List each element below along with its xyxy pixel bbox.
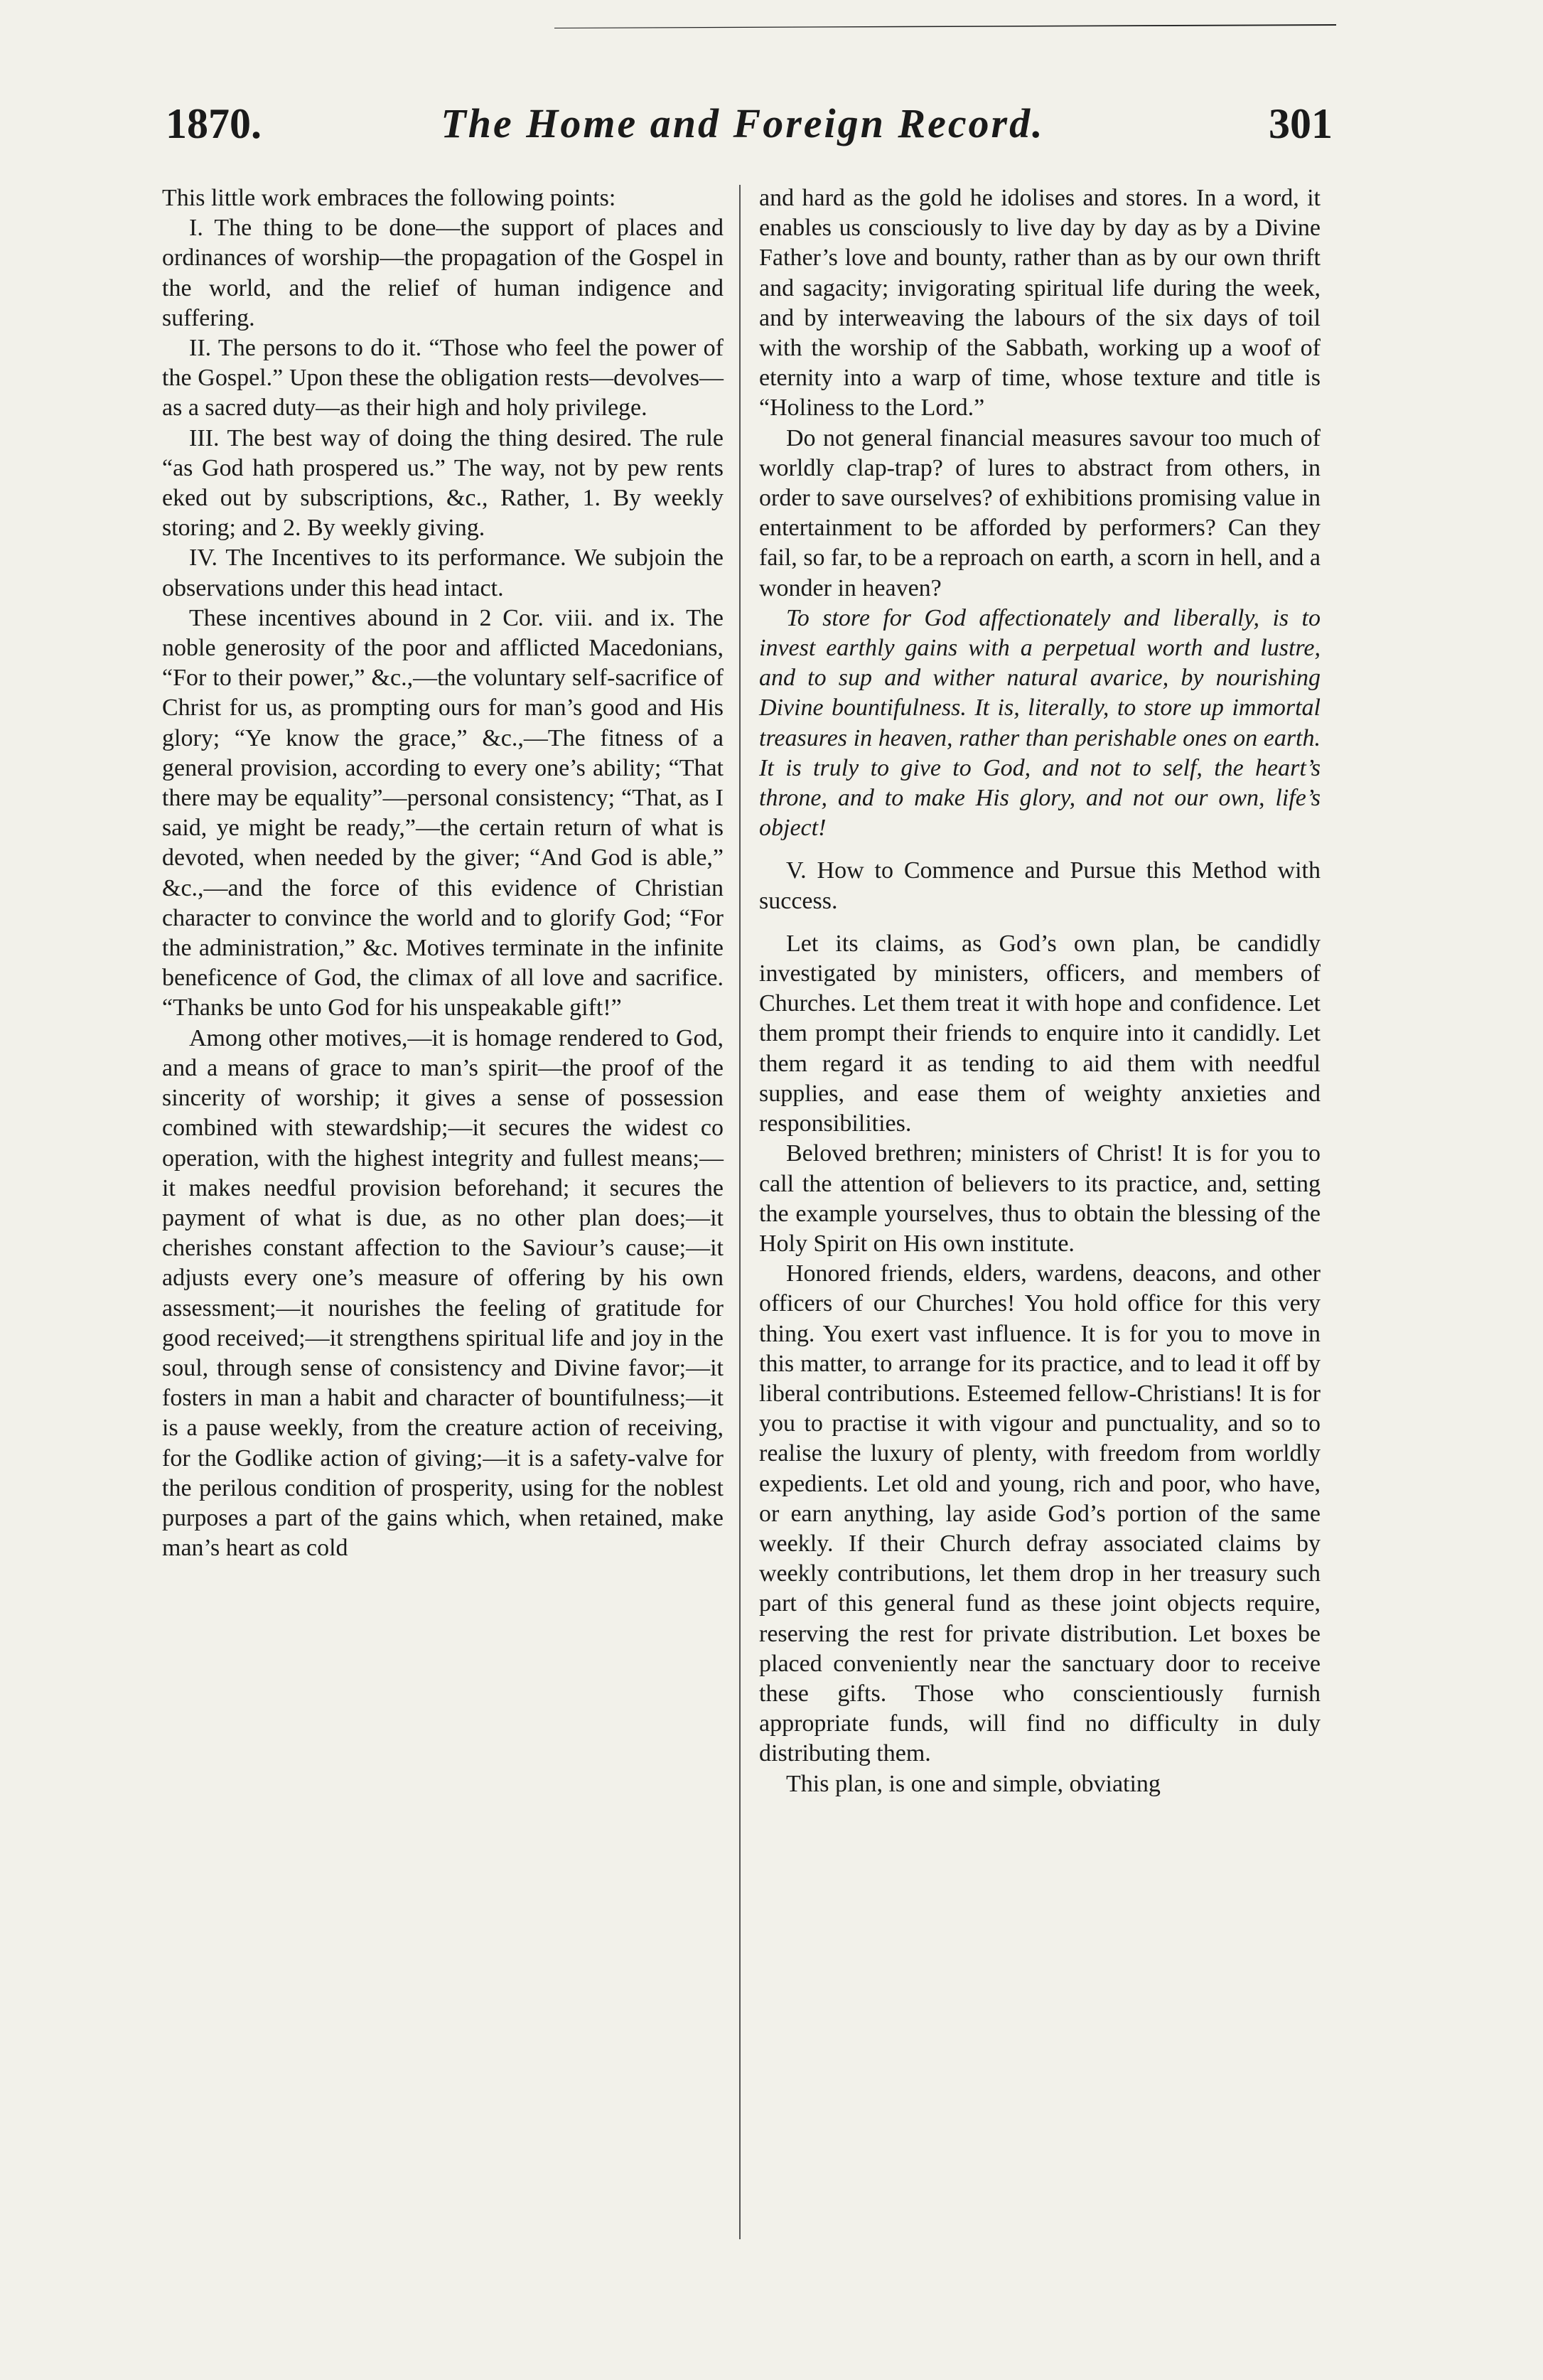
paragraph: Beloved brethren; ministers of Christ! It is for you to call the attention of believers to its practice, and, setting the example yourselves, thus to obtain the blessing of the Holy Spirit on His own institute. bbox=[759, 1140, 1321, 1257]
page-header bbox=[153, 100, 1333, 164]
paragraph: This plan, is one and simple, obviating bbox=[786, 1770, 1161, 1797]
section-heading: V. How to Commence and Pursue this Method with success. bbox=[759, 857, 1321, 914]
publication-title: The Home and Foreign Record. bbox=[441, 100, 1045, 146]
paragraph: IV. The Incentives to its performance. We subjoin the observations under this head intact. bbox=[162, 545, 724, 601]
paragraph: To store for God affectionately and liberally, is to invest earthly gains with a perpetual worth and lustre, and to sup and wither natural avarice, by nourishing Divine bountifulness. It is, literally, to store up immortal treasures in heaven, rather than perishable ones on earth. It is truly to give to God, and not to self, the heart’s throne, and to make His glory, and not our own, life’s object! bbox=[759, 604, 1321, 842]
paragraph: These incentives abound in 2 Cor. viii. and ix. The noble generosity of the poor and afflicted Macedonians, “For to their power,” &c.,—the voluntary self-sacrifice of Christ for us, as prompting ours for man’s good and His glory; “Ye know the grace,” &c.,—The fitness of a general provision, according to every one’s ability; “That there may be equality”—personal consistency; “That, as I said, ye might be ready,”—the certain return of what is devoted, when needed by the giver; “And God is able,” &c.,—and the force of this evidence of Christian character to convince the world and to glorify God; “For the administration,” &c. Motives terminate in the infinite beneficence of God, the climax of all love and sacrifice. “Thanks be unto God for his unspeakable gift!” bbox=[162, 604, 724, 1022]
paragraph: I. The thing to be done—the support of places and ordinances of worship—the propagation of the Gospel in the world, and the relief of human indigence and suffering. bbox=[162, 215, 724, 331]
paragraph: II. The persons to do it. “Those who feel the power of the Gospel.” Upon these the obligation rests—devolves—as a sacred duty—as their high and holy privilege. bbox=[162, 335, 724, 422]
paragraph: Do not general financial measures savour too much of worldly clap-trap? of lures to abstract from others, in order to save ourselves? of exhibitions promising value in entertainment to be afforded by performers? Can they fail, so far, to be a reproach on earth, a scorn in hell, and a wonder in heaven? bbox=[759, 424, 1321, 601]
column-divider bbox=[739, 185, 741, 2239]
header-rule bbox=[554, 21, 1336, 28]
paragraph: Let its claims, as God’s own plan, be candidly investigated by ministers, officers, and members of Churches. Let them treat it with hope and confidence. Let them prompt their friends to enquire into it candidly. Let them regard it as tending to aid them with needful supplies, and ease them of weighty anxieties and responsibilities. bbox=[759, 930, 1321, 1137]
left-column bbox=[162, 183, 724, 1563]
paragraph: This little work embraces the following points: bbox=[162, 185, 616, 211]
page-number: 301 bbox=[1269, 100, 1333, 147]
paragraph: Among other motives,—it is homage rendered to God, and a means of grace to man’s spirit—the proof of the sincerity of worship; it gives a sense of possession combined with stewardship;—it secures the widest co operation, with the highest integrity and fullest means;—it makes needful provision beforehand; it secures the payment of what is due, as no other plan does;—it cherishes constant affection to the Saviour’s cause;—it adjusts every one’s measure of offering by his own assessment;—it nourishes the feeling of gratitude for good received;—it strengthens spiritual life and joy in the soul, through sense of consistency and Divine favor;—it fosters in man a habit and character of bountifulness;—it is a pause weekly, from the creature action of receiving, for the Godlike action of giving;—it is a safety-valve for the perilous condition of prosperity, using for the noblest purposes a part of the gains which, when retained, make man’s heart as cold bbox=[162, 1024, 724, 1562]
paragraph: Honored friends, elders, wardens, deacons, and other officers of our Churches! You hold office for this very thing. You exert vast influence. It is for you to move in this matter, to arrange for its practice, and to lead it off by liberal contributions. Esteemed fellow-Christians! It is for you to practise it with vigour and punctuality, and so to realise the luxury of plenty, with freedom from worldly expedients. Let old and young, rich and poor, who have, or earn anything, lay aside God’s portion of the same weekly. If their Church defray associated claims by weekly contributions, let them drop in her treasury such part of this general fund as these joint objects require, reserving the rest for private distribution. Let boxes be placed conveniently near the sanctuary door to receive these gifts. Those who conscientiously furnish appropriate funds, will find no difficulty in duly distributing them. bbox=[759, 1260, 1321, 1767]
paragraph: and hard as the gold he idolises and stores. In a word, it enables us consciously to live day by day as by a Divine Father’s love and bounty, rather than as by our own thrift and sagacity; invigorating spiritual life during the week, and by interweaving the labours of the six days of toil with the worship of the Sabbath, working up a woof of eternity into a warp of time, whose texture and title is “Holiness to the Lord.” bbox=[759, 185, 1321, 422]
right-column bbox=[759, 183, 1321, 1799]
paragraph: III. The best way of doing the thing desired. The rule “as God hath prospered us.” The way, not by pew rents eked out by subscriptions, &c., Rather, 1. By weekly storing; and 2. By weekly giving. bbox=[162, 424, 724, 542]
header-year: 1870. bbox=[166, 100, 262, 147]
